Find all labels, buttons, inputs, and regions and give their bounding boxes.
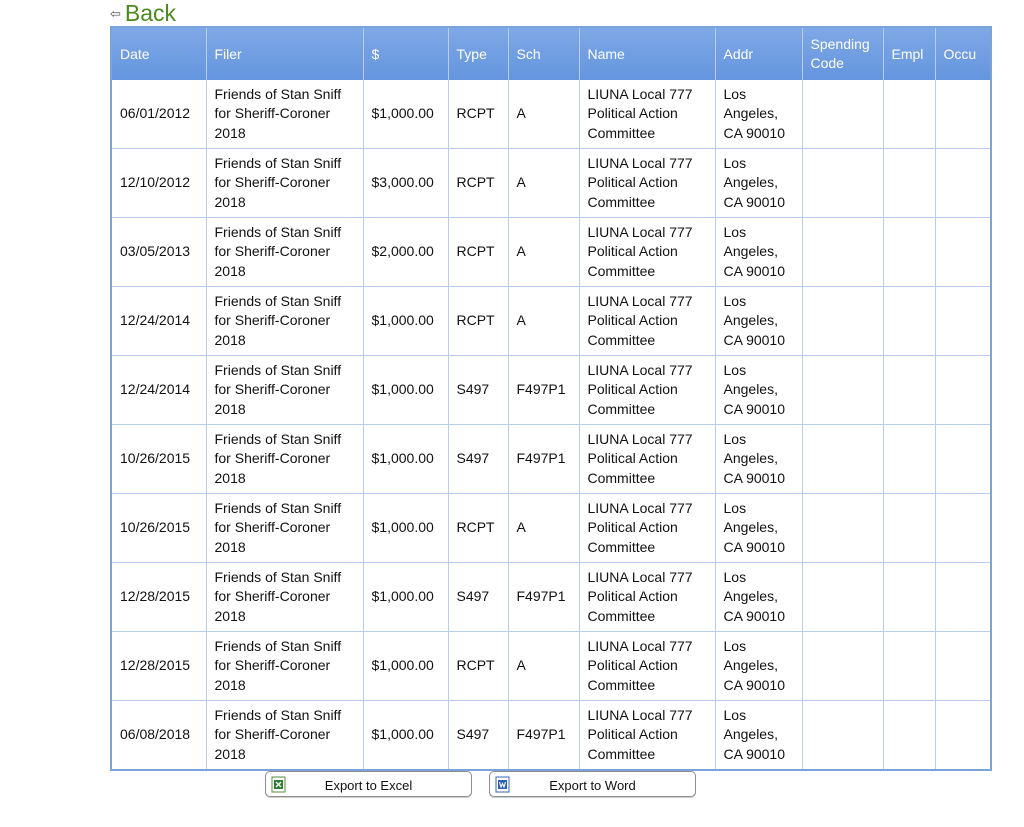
cell-spending-code bbox=[802, 632, 883, 701]
cell-spending-code bbox=[802, 149, 883, 218]
cell-filer: Friends of Stan Sniff for Sheriff-Coroner 2018 bbox=[206, 563, 363, 632]
column-header-addr[interactable]: Addr bbox=[715, 27, 802, 80]
cell-date: 12/24/2014 bbox=[111, 356, 206, 425]
cell-filer: Friends of Stan Sniff for Sheriff-Coroner 2018 bbox=[206, 356, 363, 425]
back-label: Back bbox=[124, 0, 177, 26]
cell-name: LIUNA Local 777 Political Action Committee bbox=[579, 356, 715, 425]
cell-amount: $1,000.00 bbox=[363, 80, 448, 149]
cell-addr: Los Angeles, CA 90010 bbox=[715, 563, 802, 632]
cell-occu bbox=[935, 218, 991, 287]
cell-sch: A bbox=[508, 80, 579, 149]
results-table-container bbox=[110, 26, 990, 771]
cell-empl bbox=[883, 149, 935, 218]
column-header-spending-code[interactable]: Spending Code bbox=[802, 27, 883, 80]
cell-filer: Friends of Stan Sniff for Sheriff-Coroner 2018 bbox=[206, 149, 363, 218]
cell-sch: F497P1 bbox=[508, 563, 579, 632]
cell-date: 12/10/2012 bbox=[111, 149, 206, 218]
cell-occu bbox=[935, 356, 991, 425]
table-row bbox=[111, 425, 991, 494]
column-header-amount[interactable]: $ bbox=[363, 27, 448, 80]
cell-amount: $3,000.00 bbox=[363, 149, 448, 218]
cell-type: RCPT bbox=[448, 632, 508, 701]
table-header-row bbox=[111, 27, 991, 80]
cell-filer: Friends of Stan Sniff for Sheriff-Coroner 2018 bbox=[206, 632, 363, 701]
cell-amount: $1,000.00 bbox=[363, 287, 448, 356]
cell-name: LIUNA Local 777 Political Action Committee bbox=[579, 632, 715, 701]
table-row bbox=[111, 632, 991, 701]
export-to-word-button[interactable] bbox=[489, 771, 696, 797]
cell-spending-code bbox=[802, 701, 883, 771]
column-header-sch[interactable]: Sch bbox=[508, 27, 579, 80]
cell-sch: F497P1 bbox=[508, 701, 579, 771]
cell-date: 12/28/2015 bbox=[111, 563, 206, 632]
table-row bbox=[111, 563, 991, 632]
cell-type: RCPT bbox=[448, 149, 508, 218]
cell-occu bbox=[935, 287, 991, 356]
cell-date: 10/26/2015 bbox=[111, 494, 206, 563]
cell-name: LIUNA Local 777 Political Action Committee bbox=[579, 149, 715, 218]
cell-amount: $1,000.00 bbox=[363, 563, 448, 632]
cell-name: LIUNA Local 777 Political Action Committee bbox=[579, 218, 715, 287]
cell-spending-code bbox=[802, 425, 883, 494]
cell-addr: Los Angeles, CA 90010 bbox=[715, 494, 802, 563]
cell-filer: Friends of Stan Sniff for Sheriff-Coroner 2018 bbox=[206, 425, 363, 494]
table-row bbox=[111, 356, 991, 425]
cell-occu bbox=[935, 80, 991, 149]
cell-addr: Los Angeles, CA 90010 bbox=[715, 425, 802, 494]
cell-addr: Los Angeles, CA 90010 bbox=[715, 356, 802, 425]
cell-amount: $1,000.00 bbox=[363, 632, 448, 701]
cell-filer: Friends of Stan Sniff for Sheriff-Coroner 2018 bbox=[206, 218, 363, 287]
column-header-filer[interactable]: Filer bbox=[206, 27, 363, 80]
cell-spending-code bbox=[802, 494, 883, 563]
table-body bbox=[111, 80, 991, 770]
export-to-excel-button[interactable] bbox=[265, 771, 472, 797]
export-bar bbox=[0, 771, 1024, 799]
cell-empl bbox=[883, 425, 935, 494]
cell-occu bbox=[935, 563, 991, 632]
cell-empl bbox=[883, 494, 935, 563]
cell-type: S497 bbox=[448, 563, 508, 632]
cell-type: S497 bbox=[448, 701, 508, 771]
table-row bbox=[111, 218, 991, 287]
cell-spending-code bbox=[802, 356, 883, 425]
cell-spending-code bbox=[802, 80, 883, 149]
cell-date: 12/28/2015 bbox=[111, 632, 206, 701]
cell-empl bbox=[883, 356, 935, 425]
cell-sch: A bbox=[508, 218, 579, 287]
cell-amount: $1,000.00 bbox=[363, 425, 448, 494]
results-table bbox=[110, 26, 992, 771]
cell-amount: $1,000.00 bbox=[363, 494, 448, 563]
cell-spending-code bbox=[802, 563, 883, 632]
export-excel-label: Export to Excel bbox=[324, 778, 413, 793]
cell-occu bbox=[935, 425, 991, 494]
cell-sch: A bbox=[508, 494, 579, 563]
cell-empl bbox=[883, 218, 935, 287]
cell-empl bbox=[883, 632, 935, 701]
cell-sch: A bbox=[508, 287, 579, 356]
cell-name: LIUNA Local 777 Political Action Committee bbox=[579, 494, 715, 563]
cell-filer: Friends of Stan Sniff for Sheriff-Coroner 2018 bbox=[206, 287, 363, 356]
cell-type: RCPT bbox=[448, 494, 508, 563]
cell-empl bbox=[883, 287, 935, 356]
column-header-empl[interactable]: Empl bbox=[883, 27, 935, 80]
cell-filer: Friends of Stan Sniff for Sheriff-Coroner 2018 bbox=[206, 80, 363, 149]
cell-empl bbox=[883, 701, 935, 771]
cell-name: LIUNA Local 777 Political Action Committee bbox=[579, 563, 715, 632]
cell-filer: Friends of Stan Sniff for Sheriff-Coroner 2018 bbox=[206, 494, 363, 563]
table-row bbox=[111, 287, 991, 356]
cell-name: LIUNA Local 777 Political Action Committee bbox=[579, 425, 715, 494]
cell-date: 12/24/2014 bbox=[111, 287, 206, 356]
cell-amount: $2,000.00 bbox=[363, 218, 448, 287]
cell-name: LIUNA Local 777 Political Action Committee bbox=[579, 287, 715, 356]
cell-name: LIUNA Local 777 Political Action Committee bbox=[579, 701, 715, 771]
export-word-label: Export to Word bbox=[549, 778, 636, 793]
column-header-occu[interactable]: Occu bbox=[935, 27, 991, 80]
column-header-name[interactable]: Name bbox=[579, 27, 715, 80]
cell-addr: Los Angeles, CA 90010 bbox=[715, 218, 802, 287]
cell-amount: $1,000.00 bbox=[363, 356, 448, 425]
cell-empl bbox=[883, 563, 935, 632]
column-header-date[interactable]: Date bbox=[111, 27, 206, 80]
table-row bbox=[111, 149, 991, 218]
cell-occu bbox=[935, 494, 991, 563]
cell-sch: F497P1 bbox=[508, 356, 579, 425]
cell-occu bbox=[935, 701, 991, 771]
cell-type: RCPT bbox=[448, 218, 508, 287]
back-arrow-icon: ⇦ bbox=[110, 6, 121, 21]
cell-addr: Los Angeles, CA 90010 bbox=[715, 701, 802, 771]
cell-sch: A bbox=[508, 632, 579, 701]
cell-sch: A bbox=[508, 149, 579, 218]
cell-type: RCPT bbox=[448, 80, 508, 149]
back-link[interactable] bbox=[110, 0, 176, 26]
cell-addr: Los Angeles, CA 90010 bbox=[715, 287, 802, 356]
cell-date: 06/01/2012 bbox=[111, 80, 206, 149]
table-row bbox=[111, 494, 991, 563]
table-row bbox=[111, 80, 991, 149]
cell-spending-code bbox=[802, 218, 883, 287]
cell-addr: Los Angeles, CA 90010 bbox=[715, 80, 802, 149]
cell-addr: Los Angeles, CA 90010 bbox=[715, 149, 802, 218]
cell-occu bbox=[935, 149, 991, 218]
cell-empl bbox=[883, 80, 935, 149]
table-row bbox=[111, 701, 991, 771]
cell-occu bbox=[935, 632, 991, 701]
cell-date: 03/05/2013 bbox=[111, 218, 206, 287]
cell-amount: $1,000.00 bbox=[363, 701, 448, 771]
cell-date: 10/26/2015 bbox=[111, 425, 206, 494]
column-header-type[interactable]: Type bbox=[448, 27, 508, 80]
cell-type: S497 bbox=[448, 425, 508, 494]
cell-filer: Friends of Stan Sniff for Sheriff-Coroner 2018 bbox=[206, 701, 363, 771]
cell-addr: Los Angeles, CA 90010 bbox=[715, 632, 802, 701]
cell-date: 06/08/2018 bbox=[111, 701, 206, 771]
cell-type: RCPT bbox=[448, 287, 508, 356]
cell-sch: F497P1 bbox=[508, 425, 579, 494]
cell-name: LIUNA Local 777 Political Action Committee bbox=[579, 80, 715, 149]
cell-type: S497 bbox=[448, 356, 508, 425]
cell-spending-code bbox=[802, 287, 883, 356]
